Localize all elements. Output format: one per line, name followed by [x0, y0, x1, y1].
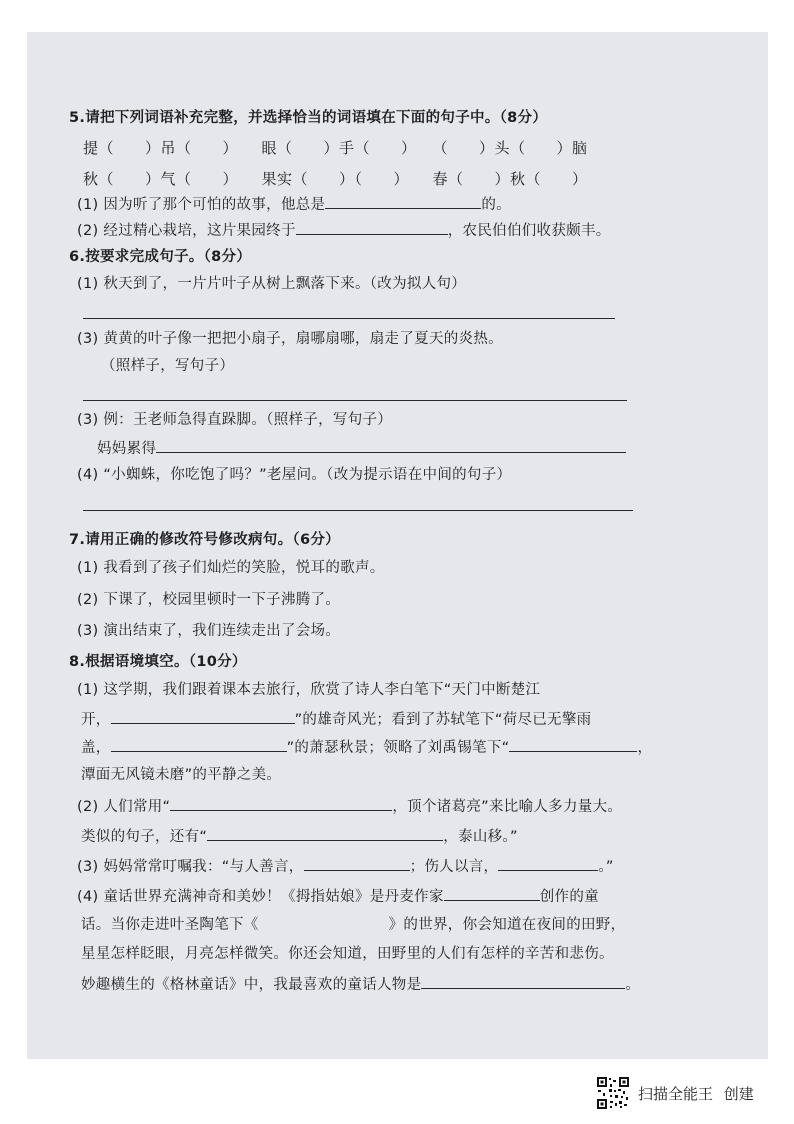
q5-s2-text-b: ，农民伯伯们收获颇丰。: [447, 223, 611, 239]
q8-p4-l2-text-b: 》的世界，你会知道在夜间的田野，: [388, 917, 626, 933]
q5-words-row1: 提（ ）吊（ ） 眼（ ）手（ ） （ ）头（ ）脑: [83, 139, 588, 157]
q8-p1-l2-text-a: 开，: [81, 712, 111, 728]
scanner-watermark: [596, 1076, 754, 1110]
q8-p1-l3-text-c: ，: [637, 740, 653, 756]
qr-code-icon: [596, 1076, 630, 1110]
q6-sentence3b: (3) 例：王老师急得直跺脚。（照样子，写句子）: [77, 412, 393, 428]
q8-p4-line2: [81, 915, 625, 935]
q5-s1-text-a: (1) 因为听了那个可怕的故事，他总是: [77, 197, 326, 213]
q8-p2-l2-text-b: ，泰山移。”: [443, 829, 518, 845]
q8-p4-l1-text-b: 创作的童: [539, 889, 599, 905]
q6-s1-answer-line[interactable]: [83, 318, 615, 319]
q8-p3-blank2[interactable]: [498, 856, 598, 871]
q8-p3-text-b: ；伤人以言，: [409, 859, 499, 875]
q8-p1-line3: [81, 737, 652, 758]
q8-p2-l1-text-a: (2) 人们常用“: [77, 799, 171, 815]
q6-s4-answer-line[interactable]: [83, 510, 633, 511]
q8-p3-text-a: (3) 妈妈常常叮嘱我：“与人善言，: [77, 859, 304, 875]
q8-p2-l1-text-b: ，顶个诸葛亮”来比喻人多力量大。: [392, 799, 623, 815]
q6-s3-note: （照样子，写句子）: [101, 358, 235, 374]
q8-p4-l1-text-a: (4) 童话世界充满神奇和美妙！《拇指姑娘》是丹麦作家: [77, 889, 444, 905]
q7-heading: 7.请用正确的修改符号修改病句。（6分）: [69, 532, 340, 548]
q6-s3b-prefix: 妈妈累得: [97, 441, 157, 457]
q8-p1-blank1[interactable]: [111, 709, 295, 724]
q8-p1-line1: (1) 这学期，我们跟着课本去旅行，欣赏了诗人李白笔下“天门中断楚江: [77, 682, 541, 698]
q6-sentence1: (1) 秋天到了，一片片叶子从树上飘落下来。（改为拟人句）: [77, 276, 467, 292]
q7-sentence3: (3) 演出结束了，我们连续走出了会场。: [77, 623, 341, 639]
q8-p1-line4: 潭面无风镜未磨”的平静之美。: [81, 767, 282, 783]
q8-p3-blank1[interactable]: [304, 856, 410, 871]
q8-p1-l3-text-a: 盖，: [81, 740, 111, 756]
q8-p4-blank2[interactable]: [421, 974, 625, 989]
q8-p1-l2-text-b: ”的雄奇风光；看到了苏轼笔下“荷尽已无擎雨: [294, 712, 592, 728]
scanned-page: [27, 32, 768, 1059]
q8-p1-blank3[interactable]: [509, 737, 637, 752]
watermark-brand: 扫描全能王: [638, 1084, 714, 1103]
q8-p4-line1: [77, 886, 599, 907]
q8-heading: 8.根据语境填空。（10分）: [69, 654, 247, 670]
watermark-text: [638, 1083, 754, 1104]
q8-p2-blank1[interactable]: [170, 796, 392, 811]
q8-p2-l2-text-a: 类似的句子，还有“: [81, 829, 208, 845]
q7-sentence2: (2) 下课了，校园里顿时一下子沸腾了。: [77, 592, 341, 608]
q8-p3-line: [77, 856, 614, 877]
q5-s2-blank[interactable]: [296, 220, 448, 235]
q6-sentence3: (3) 黄黄的叶子像一把把小扇子，扇哪扇哪，扇走了夏天的炎热。: [77, 331, 503, 347]
q8-p1-blank2[interactable]: [111, 737, 287, 752]
q8-p3-text-c: 。”: [598, 859, 614, 875]
q5-s1-text-b: 的。: [481, 197, 511, 213]
q5-heading: 5.请把下列词语补充完整，并选择恰当的词语填在下面的句子中。（8分）: [69, 110, 548, 126]
q8-p2-line1: [77, 796, 622, 817]
q5-sentence2: [77, 220, 611, 241]
q5-s2-text-a: (2) 经过精心栽培，这片果园终于: [77, 223, 296, 239]
q5-s1-blank[interactable]: [325, 194, 481, 209]
q8-p4-l4-text-b: 。: [625, 977, 641, 993]
q6-sentence4: (4) “小蜘蛛，你吃饱了吗？”老屋问。（改为提示语在中间的句子）: [77, 467, 512, 483]
q8-p4-blank1[interactable]: [444, 886, 540, 901]
watermark-action: 创建: [723, 1084, 754, 1103]
q6-s3b-answer: [97, 438, 626, 459]
q8-p2-line2: [81, 826, 518, 847]
q7-sentence1: (1) 我看到了孩子们灿烂的笑脸，悦耳的歌声。: [77, 560, 385, 576]
q6-heading: 6.按要求完成句子。（8分）: [69, 249, 252, 265]
q5-sentence1: [77, 194, 511, 215]
q8-p1-l3-text-b: ”的萧瑟秋景；领略了刘禹锡笔下“: [286, 740, 510, 756]
q8-p2-blank2[interactable]: [207, 826, 443, 841]
q8-p1-line2: [81, 709, 591, 730]
q8-p4-line4: [81, 974, 640, 995]
q6-s3-answer-line[interactable]: [83, 400, 627, 401]
q6-s3b-blank[interactable]: [156, 438, 626, 453]
q8-p4-l2-text-a: 话。当你走进叶圣陶笔下《: [81, 917, 259, 933]
q5-words-row2: 秋（ ）气（ ） 果实（ ）（ ） 春（ ）秋（ ）: [83, 170, 588, 188]
q8-p4-line3: 星星怎样眨眼，月亮怎样微笑。你还会知道，田野里的人们有怎样的辛苦和悲伤。: [81, 946, 614, 962]
q8-p4-l4-text-a: 妙趣横生的《格林童话》中，我最喜欢的童话人物是: [81, 977, 422, 993]
